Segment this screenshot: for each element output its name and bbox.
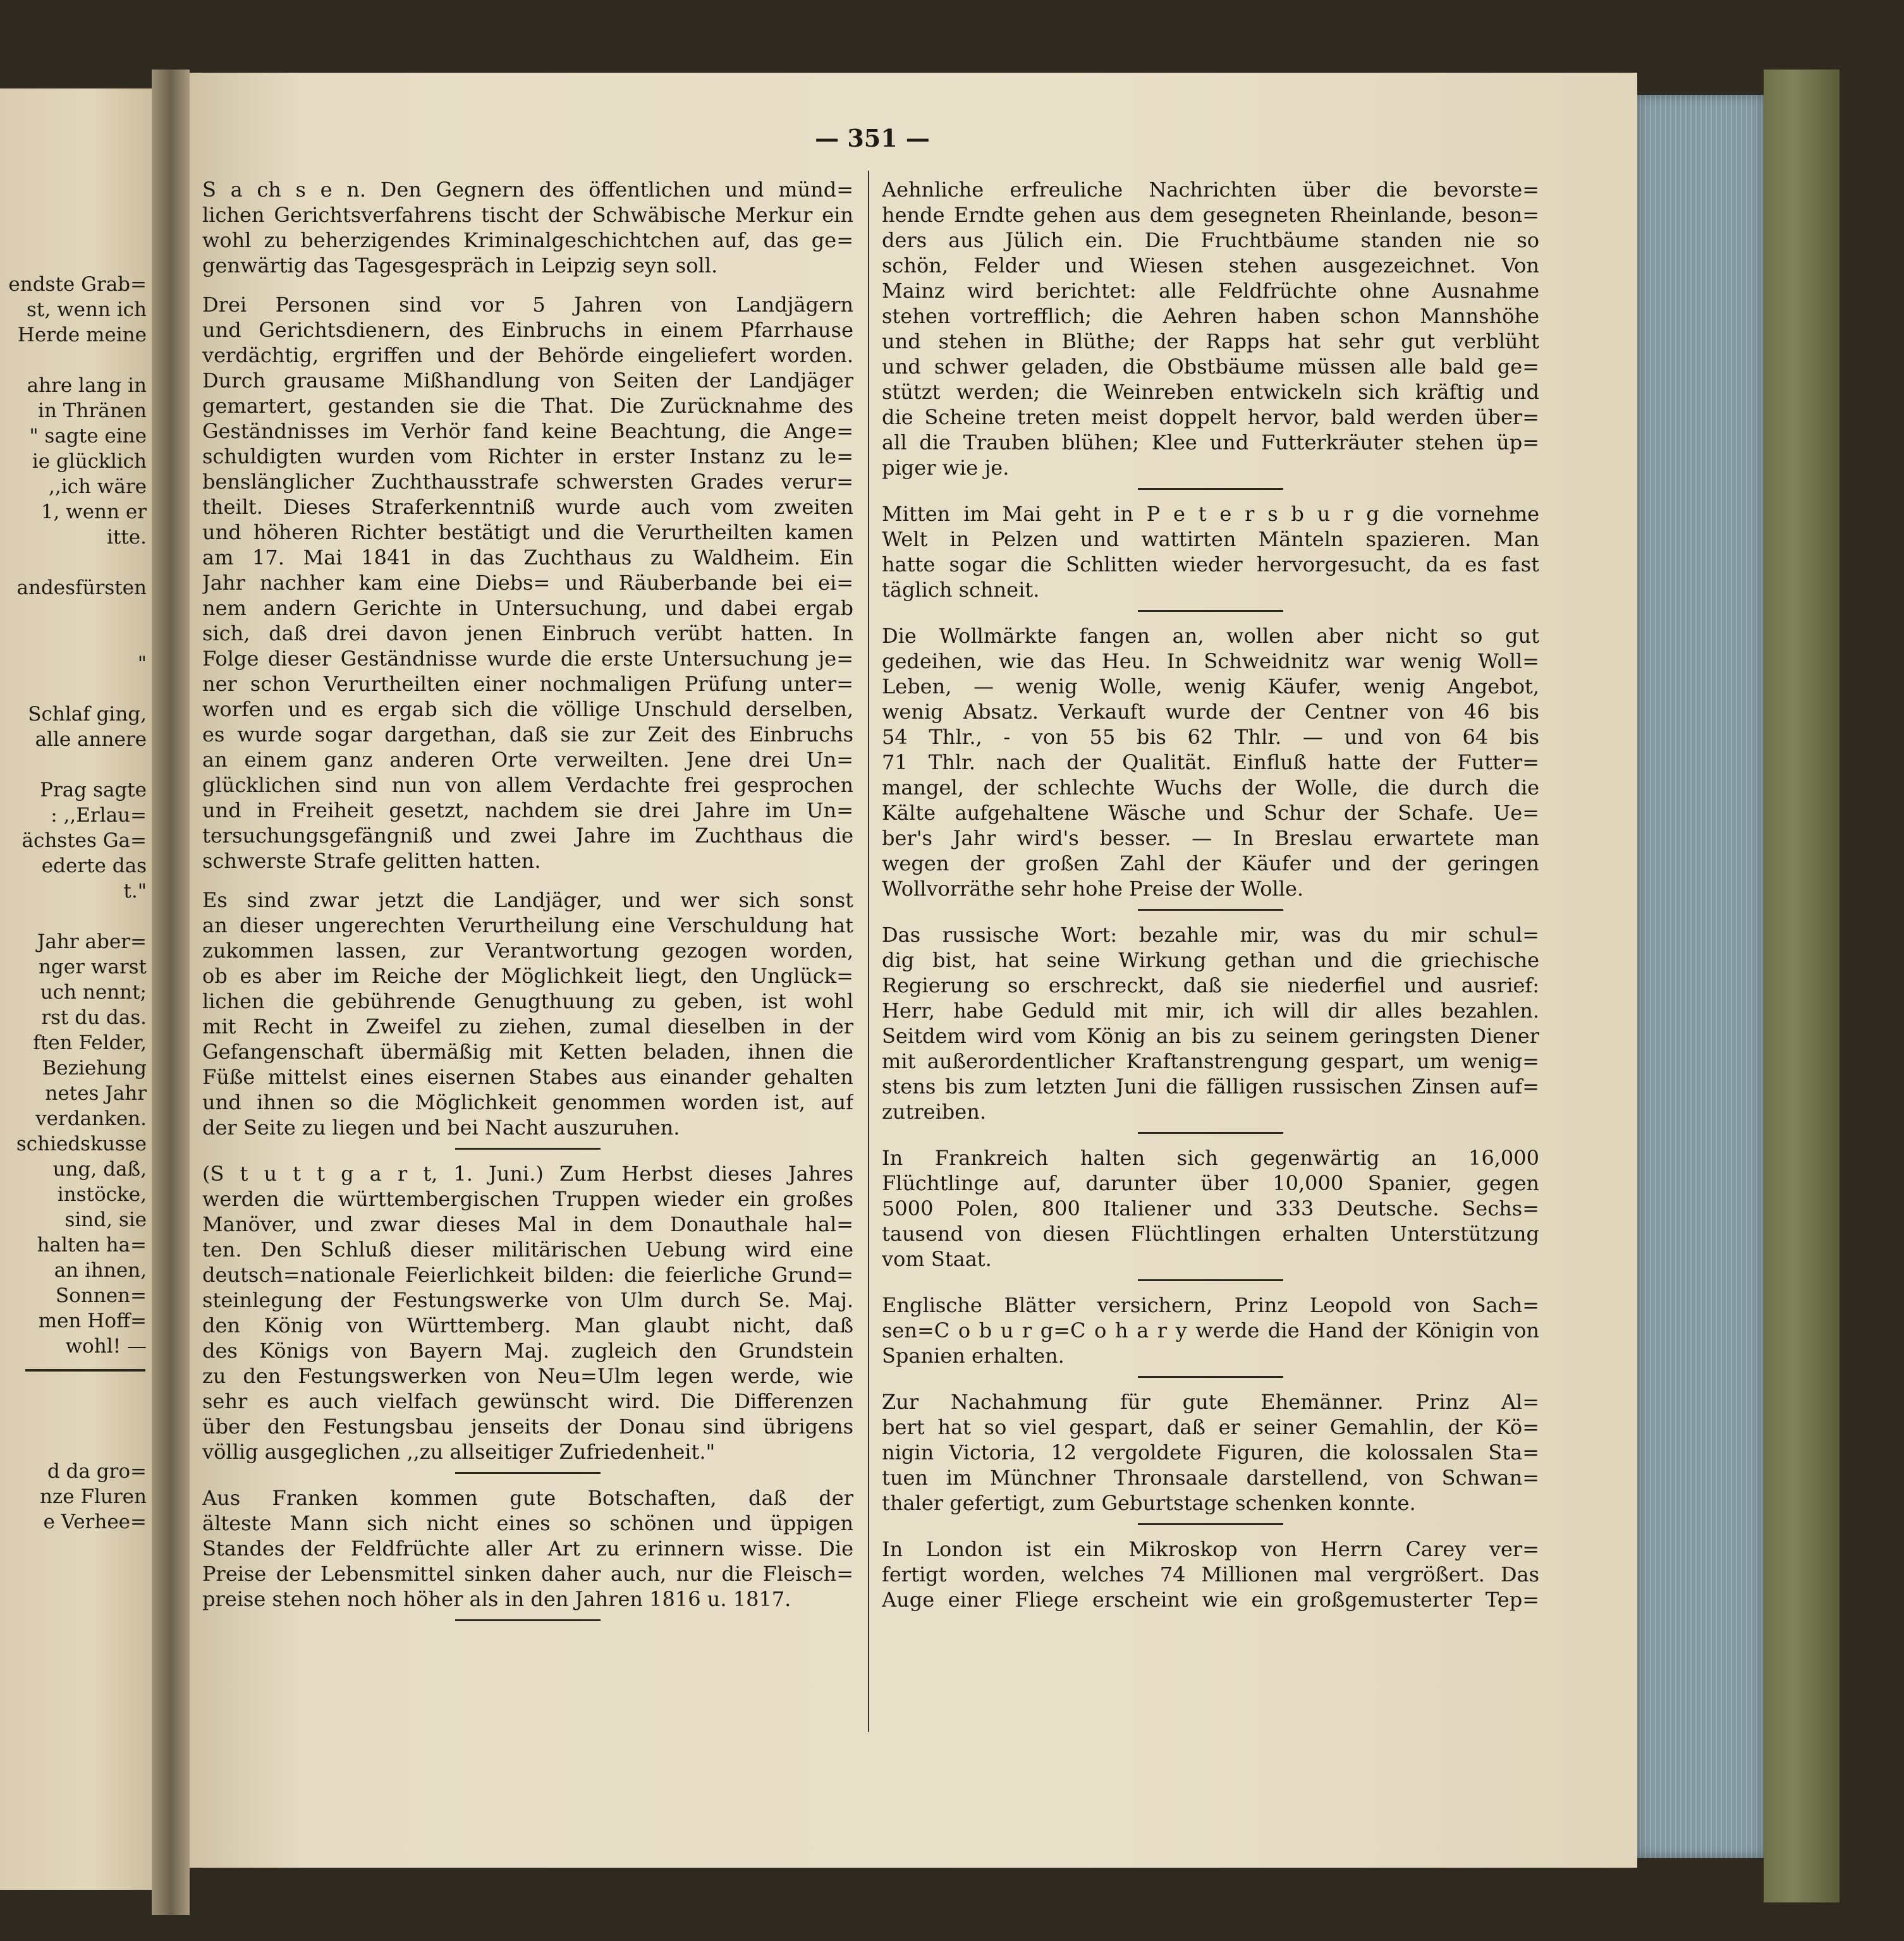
text-line: gedeihen, wie das Heu. In Schweidnitz war wenig Woll=	[882, 649, 1539, 673]
section-rule	[1138, 909, 1283, 911]
article-paragraph	[882, 1145, 1539, 1272]
text-line: tuen im Münchner Thronsaale darstellend, von Schwan=	[882, 1466, 1539, 1490]
text-line: zutreiben.	[882, 1100, 986, 1124]
previous-page-line: an ihnen,	[54, 1259, 147, 1282]
text-line: fertigt worden, welches 74 Millionen mal vergrößert. Das	[882, 1562, 1539, 1586]
text-line: Drei Personen sind vor 5 Jahren von Landjägern	[202, 293, 853, 317]
text-line: Regierung so erschreckt, daß sie niederfiel und ausrief:	[882, 973, 1539, 997]
text-line: zu den Festungswerken von Neu=Ulm legen werde, wie	[202, 1364, 853, 1388]
text-line: In Frankreich halten sich gegenwärtig an 16,000	[882, 1146, 1539, 1170]
book-cover-edge	[1764, 70, 1840, 1902]
previous-page-line: rst du das.	[41, 1006, 147, 1029]
article-paragraph	[882, 623, 1539, 901]
previous-page-line: alle annere	[35, 728, 147, 751]
text-line: Zur Nachahmung für gute Ehemänner. Prinz Al=	[882, 1390, 1539, 1414]
text-line: über den Festungsbau jenseits der Donau sind übrigens	[202, 1415, 853, 1439]
text-line: und schwer geladen, die Obstbäume müssen alle bald ge=	[882, 355, 1539, 379]
page-number: — 351 —	[815, 124, 930, 152]
text-line: der Seite zu liegen und bei Nacht auszuruhen.	[202, 1116, 680, 1140]
text-line: Preise der Lebensmittel sinken daher auch, nur die Fleisch=	[202, 1562, 853, 1586]
section-rule	[1138, 488, 1283, 490]
text-line: Auge einer Fliege erscheint wie ein großgemusterter Tep=	[882, 1588, 1539, 1612]
paragraph-gap	[202, 278, 853, 292]
previous-page-line: d da gro=	[47, 1460, 147, 1483]
previous-page-line: t."	[123, 880, 147, 903]
section-rule	[455, 1472, 601, 1474]
text-line: und höheren Richter bestätigt und die Verurtheilten kamen	[202, 520, 853, 544]
text-line: mangel, der schlechte Wuchs der Wolle, die durch die	[882, 776, 1539, 800]
text-line: den König von Württemberg. Man glaubt nicht, daß	[202, 1313, 853, 1337]
text-line: mit Recht in Zweifel zu ziehen, zumal dieselben in der	[202, 1014, 853, 1038]
article-paragraph	[882, 1293, 1539, 1368]
article-paragraph	[882, 922, 1539, 1124]
text-line: und ihnen so die Möglichkeit genommen worden ist, auf	[202, 1090, 853, 1114]
previous-page-line: sind, sie	[64, 1208, 147, 1231]
text-line: piger wie je.	[882, 456, 1010, 480]
previous-page-line: nger warst	[38, 956, 147, 978]
text-line: lichen die gebührende Genugthuung zu geben, ist wohl	[202, 989, 853, 1013]
previous-page-line: itte.	[106, 526, 147, 549]
previous-page-line: schiedskusse	[16, 1133, 147, 1155]
text-line: hende Erndte gehen aus dem gesegneten Rheinlande, beson=	[882, 203, 1539, 227]
previous-page-line: " sagte eine	[29, 425, 147, 447]
text-line: schuldigten wurden vom Richter in erster Instanz zu le=	[202, 444, 853, 468]
text-line: ber's Jahr wird's besser. — In Breslau erwartete man	[882, 826, 1539, 850]
article-paragraph	[882, 177, 1539, 480]
previous-page-text	[0, 272, 147, 1535]
article-paragraph	[202, 1161, 853, 1464]
previous-page-line	[0, 626, 147, 651]
text-line: (S t u t t g a r t, 1. Juni.) Zum Herbst dieses Jahres	[202, 1162, 853, 1186]
text-line: hatte sogar die Schlitten wieder hervorgesucht, da es fast	[882, 552, 1539, 576]
text-line: Das russische Wort: bezahle mir, was du mir schul=	[882, 923, 1539, 947]
text-line: es wurde sogar dargethan, daß sie zur Zeit des Einbruchs	[202, 722, 853, 746]
text-line: an dieser ungerechten Verurtheilung eine Verschuldung hat	[202, 913, 853, 937]
text-line: schwerste Strafe gelitten hatten.	[202, 849, 541, 873]
text-line: sehr es auch vielfach gewünscht wird. Die Differenzen	[202, 1389, 853, 1413]
text-line: wohl zu beherzigendes Kriminalgeschichtchen auf, das ge=	[202, 228, 853, 252]
previous-page-line	[0, 600, 147, 626]
text-line: preise stehen noch höher als in den Jahren 1816 u. 1817.	[202, 1587, 791, 1611]
text-line: Leben, — wenig Wolle, wenig Käufer, wenig Angebot,	[882, 674, 1539, 698]
text-line: Folge dieser Geständnisse wurde die erste Untersuchung je=	[202, 647, 853, 671]
text-line: tausend von diesen Flüchtlingen erhalten Unterstützung	[882, 1222, 1539, 1246]
text-line: Die Wollmärkte fangen an, wollen aber nicht so gut	[882, 624, 1539, 648]
previous-page-line: ,,ich wäre	[49, 475, 147, 498]
text-line: dig bist, hat seine Wirkung gethan und die griechische	[882, 948, 1539, 972]
previous-page-line: wohl! —	[65, 1335, 147, 1358]
section-rule	[1138, 1376, 1283, 1378]
text-line: wenig Absatz. Verkauft wurde der Centner von 46 bis	[882, 700, 1539, 724]
text-line: theilt. Dieses Straferkenntniß wurde auch vom zweiten	[202, 495, 853, 519]
previous-page-line: in Thränen	[38, 399, 147, 422]
previous-page-line: Sonnen=	[55, 1284, 147, 1307]
text-line: ner schon Verurtheilten einer nochmaligen Prüfung unter=	[202, 672, 853, 696]
article-paragraph	[202, 292, 853, 873]
previous-page-line: ächstes Ga=	[21, 829, 147, 852]
previous-page-line	[0, 1383, 147, 1408]
paragraph-gap	[202, 873, 853, 887]
article-paragraph	[882, 1389, 1539, 1516]
previous-page-line: Beziehung	[42, 1057, 147, 1080]
text-line: benslänglicher Zuchthausstrafe schwersten Grades verur=	[202, 470, 853, 494]
text-line: gemartert, gestanden sie die That. Die Zurücknahme des	[202, 394, 853, 418]
text-line: Flüchtlinge auf, darunter über 10,000 Spanier, gegen	[882, 1171, 1539, 1195]
article-paragraph	[202, 887, 853, 1140]
text-line: stens bis zum letzten Juni die fälligen russischen Zinsen auf=	[882, 1074, 1539, 1098]
text-line: Mitten im Mai geht in P e t e r s b u r g die vornehme	[882, 502, 1539, 526]
text-line: wegen der großen Zahl der Käufer und der geringen	[882, 851, 1539, 875]
text-line: stehen vortrefflich; die Aehren haben schon Mannshöhe	[882, 304, 1539, 328]
previous-page-line: ie glücklich	[32, 450, 147, 473]
previous-page-line: nze Fluren	[39, 1485, 147, 1508]
text-line: an einem ganz anderen Orte verweilten. Jene drei Un=	[202, 748, 853, 772]
text-line: nem andern Gerichte in Untersuchung, und dabei ergab	[202, 596, 853, 620]
text-line: ob es aber im Reiche der Möglichkeit liegt, den Unglück=	[202, 964, 853, 988]
text-line: Spanien erhalten.	[882, 1344, 1065, 1368]
previous-page-line	[0, 550, 147, 575]
text-line: 5000 Polen, 800 Italiener und 333 Deutsche. Sechs=	[882, 1196, 1539, 1220]
text-line: genwärtig das Tagesgespräch in Leipzig seyn soll.	[202, 253, 718, 277]
text-line: thaler gefertigt, zum Geburtstage schenken konnte.	[882, 1491, 1416, 1515]
section-rule	[1138, 610, 1283, 612]
text-line: mit außerordentlicher Kraftanstrengung gespart, um wenig=	[882, 1049, 1539, 1073]
text-line: werden die württembergischen Truppen wieder ein großes	[202, 1187, 853, 1211]
section-rule	[1138, 1523, 1283, 1525]
text-line: Standes der Feldfrüchte aller Art zu erinnern wisse. Die	[202, 1536, 853, 1561]
text-line: Füße mittelst eines eisernen Stabes aus einander gehalten	[202, 1065, 853, 1089]
text-line: Aus Franken kommen gute Botschaften, daß der	[202, 1486, 853, 1510]
section-rule	[1138, 1132, 1283, 1134]
previous-page-line: uch nennt;	[40, 981, 147, 1004]
text-line: Wollvorräthe sehr hohe Preise der Wolle.	[882, 877, 1304, 901]
column-divider	[868, 171, 869, 1732]
text-line: am 17. Mai 1841 in das Zuchthaus zu Waldheim. Ein	[202, 545, 853, 569]
text-line: Mainz wird berichtet: alle Feldfrüchte ohne Ausnahme	[882, 279, 1539, 303]
previous-page-line: ften Felder,	[33, 1031, 147, 1054]
previous-page-line	[0, 1433, 147, 1459]
text-line: S a ch s e n. Den Gegnern des öffentlichen und münd=	[202, 178, 853, 202]
article-paragraph	[202, 177, 853, 278]
previous-page-line: Prag sagte	[40, 779, 147, 801]
text-line: Seitdem wird vom König an bis zu seinem geringsten Diener	[882, 1024, 1539, 1048]
previous-page-line: : ,,Erlau=	[51, 804, 147, 827]
text-line: Durch grausame Mißhandlung von Seiten der Landjäger	[202, 368, 853, 392]
text-line: Gefangenschaft übermäßig mit Ketten beladen, ihnen die	[202, 1040, 853, 1064]
text-line: ders aus Jülich ein. Die Fruchtbäume standen nie so	[882, 228, 1539, 252]
previous-page-line: endste Grab=	[8, 273, 147, 296]
text-line: nigin Victoria, 12 vergoldete Figuren, die kolossalen Sta=	[882, 1440, 1539, 1464]
previous-page-line: netes Jahr	[45, 1082, 147, 1105]
text-line: stützt werden; die Weinreben entwickeln sich kräftig und	[882, 380, 1539, 404]
previous-page-line: halten ha=	[37, 1234, 147, 1256]
previous-page-line: instöcke,	[57, 1183, 147, 1206]
previous-page-line: Jahr aber=	[37, 930, 147, 953]
text-line: Herr, habe Geduld mit mir, ich will dir alles bezahlen.	[882, 999, 1539, 1023]
previous-page-rule	[25, 1369, 145, 1372]
text-line: Englische Blätter versichern, Prinz Leopold von Sach=	[882, 1293, 1539, 1317]
text-line: Jahr nachher kam eine Diebs= und Räuberbande bei ei=	[202, 571, 853, 595]
text-line: tersuchungsgefängniß und zwei Jahre im Zuchthaus die	[202, 824, 853, 848]
previous-page-line: ung, daß,	[52, 1158, 147, 1181]
text-line: zukommen lassen, zur Verantwortung gezogen worden,	[202, 939, 853, 963]
text-line: des Königs von Bayern Maj. zugleich den Grundstein	[202, 1339, 853, 1363]
text-line: deutsch=nationale Feierlichkeit bilden: die feierliche Grund=	[202, 1263, 853, 1287]
previous-page-line: Schlaf ging,	[28, 703, 147, 726]
text-line: ten. Den Schluß dieser militärischen Uebung wird eine	[202, 1238, 853, 1262]
page-edges	[1637, 95, 1764, 1858]
previous-page-line: st, wenn ich	[27, 298, 147, 321]
text-line: und in Freiheit gesetzt, nachdem sie drei Jahre im Un=	[202, 798, 853, 822]
text-line: 71 Thlr. nach der Qualität. Einfluß hatte der Futter=	[882, 750, 1539, 774]
previous-page-line	[0, 1408, 147, 1433]
text-line: Es sind zwar jetzt die Landjäger, und wer sich sonst	[202, 888, 853, 912]
previous-page-line	[0, 752, 147, 777]
text-line: schön, Felder und Wiesen stehen ausgezeichnet. Von	[882, 253, 1539, 277]
article-paragraph	[882, 501, 1539, 602]
previous-page-line: ederte das	[41, 855, 147, 877]
text-line: sen=C o b u r g=C o h a r y werde die Hand der Königin von	[882, 1318, 1539, 1342]
text-line: Manöver, und zwar dieses Mal in dem Donauthale hal=	[202, 1212, 853, 1236]
previous-page-line: men Hoff=	[38, 1310, 147, 1332]
text-line: Geständnisses im Verhör fand keine Beachtung, die Ange=	[202, 419, 853, 443]
section-rule	[1138, 1279, 1283, 1281]
text-line: steinlegung der Festungswerke von Ulm durch Se. Maj.	[202, 1288, 853, 1312]
previous-page-line: e Verhee=	[43, 1511, 147, 1533]
left-column	[202, 177, 853, 1633]
text-line: lichen Gerichtsverfahrens tischt der Schwäbische Merkur ein	[202, 203, 853, 227]
text-line: und stehen in Blüthe; der Rapps hat sehr gut verblüht	[882, 329, 1539, 353]
section-rule	[455, 1148, 601, 1150]
text-line: verdächtig, ergriffen und der Behörde eingeliefert worden.	[202, 343, 853, 367]
text-line: völlig ausgeglichen ,,zu allseitiger Zufriedenheit."	[202, 1440, 716, 1464]
text-line: sich, daß drei davon jenen Einbruch verübt hatten. In	[202, 621, 853, 645]
text-line: bert hat so viel gespart, daß er seiner Gemahlin, der Kö=	[882, 1415, 1539, 1439]
previous-page-line: andesfürsten	[16, 576, 147, 599]
text-line: älteste Mann sich nicht eines so schönen und üppigen	[202, 1511, 853, 1535]
text-line: täglich schneit.	[882, 578, 1040, 602]
previous-page-line: 1, wenn er	[40, 501, 147, 523]
book-gutter	[152, 70, 190, 1915]
text-line: glücklichen sind nun von allem Verdachte frei gesprochen	[202, 773, 853, 797]
previous-page-line: ahre lang in	[27, 374, 147, 397]
text-line: worfen und es ergab sich die völlige Unschuld derselben,	[202, 697, 853, 721]
text-line: vom Staat.	[882, 1247, 992, 1271]
text-line: Kälte aufgehaltene Wäsche und Schur der Schafe. Ue=	[882, 801, 1539, 825]
previous-page-line: "	[137, 652, 147, 675]
article-paragraph	[882, 1536, 1539, 1612]
previous-page-line	[0, 676, 147, 702]
previous-page-line: Herde meine	[17, 324, 147, 346]
text-line: und Gerichtsdienern, des Einbruchs in einem Pfarrhause	[202, 318, 853, 342]
section-rule	[455, 1619, 601, 1621]
text-line: Aehnliche erfreuliche Nachrichten über die bevorste=	[882, 178, 1539, 202]
text-line: 54 Thlr., - von 55 bis 62 Thlr. — und von 64 bis	[882, 725, 1539, 749]
text-line: all die Trauben blühen; Klee und Futterkräuter stehen üp=	[882, 430, 1539, 454]
text-line: die Scheine treten meist doppelt hervor, bald werden über=	[882, 405, 1539, 429]
right-column	[882, 177, 1539, 1612]
previous-page-line: verdanken.	[35, 1107, 147, 1130]
text-line: Welt in Pelzen und wattirten Mänteln spazieren. Man	[882, 527, 1539, 551]
previous-page-line	[0, 348, 147, 373]
text-line: In London ist ein Mikroskop von Herrn Carey ver=	[882, 1537, 1539, 1561]
previous-page-line	[0, 904, 147, 929]
article-paragraph	[202, 1485, 853, 1612]
